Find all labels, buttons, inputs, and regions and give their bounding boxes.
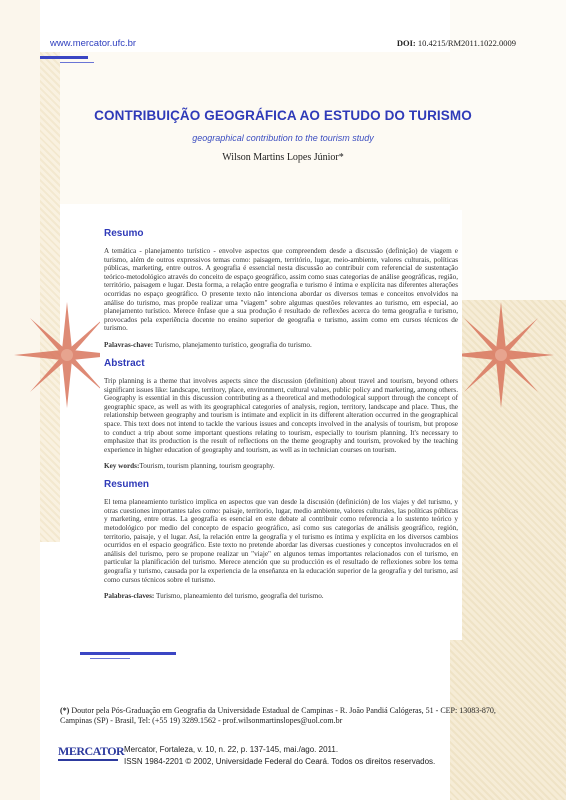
resumo-keywords bbox=[104, 341, 458, 350]
decorative-rule bbox=[60, 62, 94, 63]
article-body bbox=[100, 210, 462, 640]
resumo-text: A temática - planejamento turístico - envolve aspectos que compreendem desde a discussão (definição) de viagem e turismo, além de outros expressivos temas como: paisagem, território, lugar, meio-ambiente, valores culturais, políticas públicas, marketing, entre outros. A geografia é essencial nesta discussão ao contribuir com referencial de sustentação teórico-metodológico através do conceito de espaço geográfico, assim como suas categorias de análise geográficas, região, território, paisagem e lugar. Desta forma, a relação entre geografia e turismo é íntima e explícita nas diferentes alterações ocorridas no espaço geográfico. O presente texto não intenciona abordar os diversos temas e conceitos envolvidos na análise do turismo, mas propõe realizar uma "viagem" sobre algumas questões relevantes ao turismo, em especial, ao planejamento turístico. Merece ênfase que a sua produção é resultado de reflexões acerca do tema geografia e turismo, provocados pela experiência docente no ensino superior de geografia e turismo, assim como em cursos técnicos de turismo. bbox=[104, 247, 458, 333]
abstract-keywords-text: Tourism, tourism planning, tourism geography. bbox=[139, 462, 275, 471]
footer-citation: Mercator, Fortaleza, v. 10, n. 22, p. 137-145, mai./ago. 2011. bbox=[124, 745, 339, 754]
doi bbox=[397, 38, 516, 48]
resumen-keywords-label: Palabras-claves: bbox=[104, 592, 155, 601]
page-footer bbox=[58, 742, 518, 772]
abstract-heading: Abstract bbox=[104, 357, 145, 369]
resumen-text: El tema planeamiento turístico implica en aspectos que van desde la discusión (definición) de los viajes y del turismo, y otras cuestiones importantes tales como: paisaje, territorio, lugar, medio ambiente, valores culturales, las políticas públicas y marketing, entre otras. La geografía es esencial en este debate al contribuir como referencia a lo sustento teórico y metodológico por medio del concepto de espacio geográfico, así como sus categorías de análisis geográfico, región, territorio, paisaje, y el lugar. Así, la relación entre la geografía y el turismo es íntima y explícita en los diversos cambios ocurridos en el espacio geográfico. Este texto no pretende abordar las diversas cuestiones y conceptos involucrados en el análisis del turismo, pero se propone realizar un "viaje" en algunos temas importantes relacionados con el turismo, en particular la planificación del turismo. Merece atención que su producción es el resultado de reflexiones sobre los tema geografía y turismo, causada por la experiencia de la enseñanza en la educación superior de la geografía y del turismo, así como cursos técnicos sobre el turismo. bbox=[104, 498, 458, 584]
article-author: Wilson Martins Lopes Júnior* bbox=[222, 152, 344, 163]
compass-star-right-icon bbox=[446, 300, 556, 410]
article-subtitle: geographical contribution to the tourism study bbox=[192, 133, 374, 143]
footnote-marker: (*) bbox=[60, 706, 70, 715]
logo-underline bbox=[58, 759, 118, 761]
resumen-keywords-text: Turismo, planeamiento del turismo, geografía del turismo. bbox=[154, 592, 324, 601]
page-header bbox=[50, 38, 516, 52]
doi-label: DOI: bbox=[396, 38, 416, 48]
resumo-keywords-text: Turismo, planejamento turístico, geografia do turismo. bbox=[153, 340, 312, 349]
footer-issn: ISSN 1984-2201 © 2002, Universidade Federal do Ceará. Todos os direitos reservados. bbox=[124, 757, 436, 766]
resumen-heading: Resumen bbox=[104, 479, 150, 491]
abstract-keywords bbox=[104, 462, 458, 471]
author-footnote bbox=[60, 706, 504, 726]
decorative-rule bbox=[40, 56, 88, 59]
abstract-text: Trip planning is a theme that involves aspects since the discussion (definition) about travel and tourism, beyond others significant issues like: landscape, territory, place, environment, cultural values, public policy and marketing, among others. Geography is essential in this discussion contributing as a theoretical and methodological support through the concept of geographic space, as well as with its geographical categories of analysis, region, territory, landscape and place. Thus, the relationship between geography and tourism is intimate and explicit in its different alteration occurred in the geographical space. This text does not intend to tackle the various issues and concepts involved in the analysis of tourism, but propose to conduct a trip about some important questions relating to tourism, especially to tourism planning. It's necessary to emphasize that its production is the result of reflections on the theme geography and tourism, provoked by the teaching experience in higher education of geography and tourism, as well as in technician courses on tourism. bbox=[104, 376, 458, 454]
mercator-logo: MERCATOR bbox=[58, 744, 125, 758]
resumo-section bbox=[104, 228, 458, 350]
abstract-section bbox=[104, 358, 458, 471]
article-title: CONTRIBUIÇÃO GEOGRÁFICA AO ESTUDO DO TURISMO bbox=[94, 108, 472, 123]
decorative-rule bbox=[90, 658, 130, 659]
decorative-rule bbox=[80, 652, 176, 655]
abstract-keywords-label: Key words: bbox=[104, 462, 140, 471]
resumo-keywords-label: Palavras-chave: bbox=[104, 340, 154, 349]
doi-value[interactable]: 10.4215/RM2011.1022.0009 bbox=[417, 38, 516, 48]
footnote-text: Doutor pela Pós-Graduação em Geografia da Universidade Estadual de Campinas - R. João Pandiá Calógeras, 51 - CEP: 13083-870, Campinas (SP) - Brasil, Tel: (+55 19) 3289.1562 - prof.wilsonmartinslopes@uol.com.br bbox=[60, 706, 496, 725]
resumo-heading: Resumo bbox=[104, 228, 144, 239]
background-title-area bbox=[60, 52, 450, 204]
resumen-keywords bbox=[104, 592, 458, 601]
site-url-link[interactable]: www.mercator.ufc.br bbox=[50, 38, 137, 49]
resumen-section bbox=[104, 479, 458, 601]
background-texture-left bbox=[40, 52, 60, 542]
